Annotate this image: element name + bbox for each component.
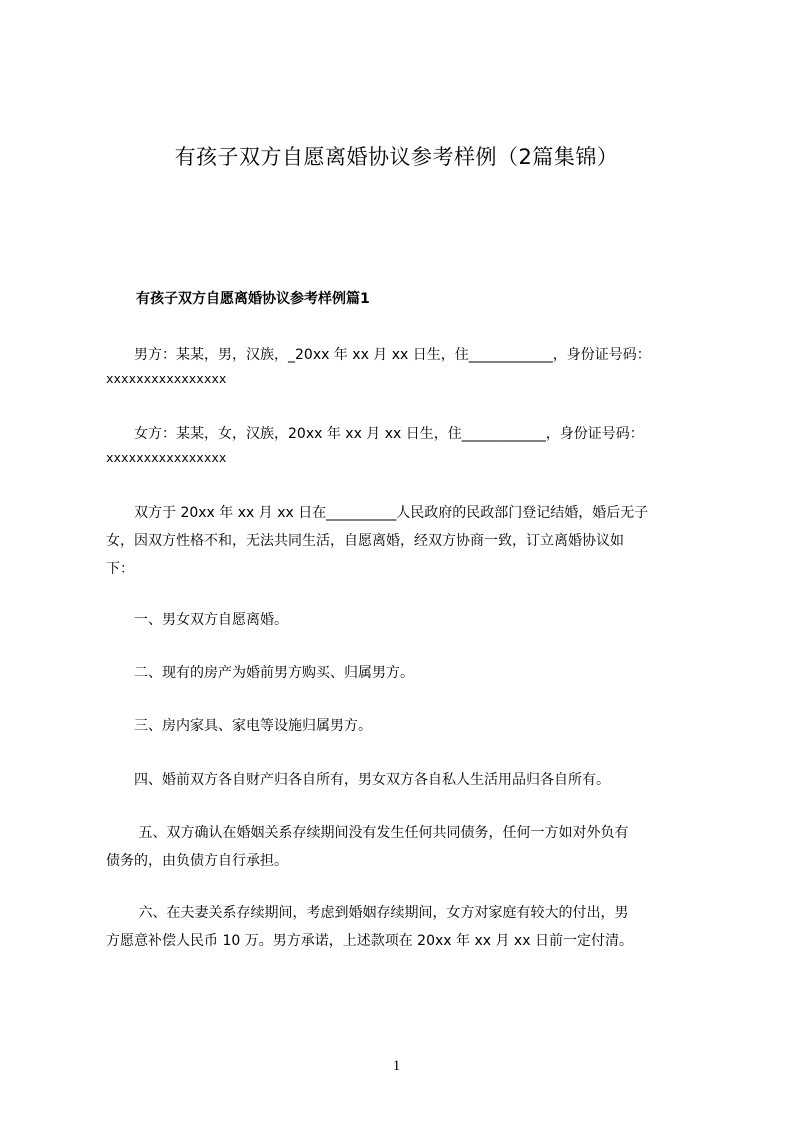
paragraph-line: 男方：某某，男，汉族，_20xx 年 xx 月 xx 日生，住____________，身份证号码： [106, 347, 651, 363]
paragraph-line: 双方于 20xx 年 xx 月 xx 日在__________人民政府的民政部门登记结婚，婚后无子 [106, 505, 649, 521]
document-title: 有孩子双方自愿离婚协议参考样例（2篇集锦） [174, 145, 619, 169]
paragraph-line: 五、双方确认在婚姻关系存续期间没有发生任何共同债务，任何一方如对外负有 [106, 825, 629, 841]
paragraph-line: 一、男女双方自愿离婚。 [106, 612, 288, 628]
paragraph-line: 女，因双方性格不和，无法共同生活，自愿离婚，经双方协商一致，订立离婚协议如 [106, 533, 624, 549]
paragraph-line: 方愿意补偿人民币 10 万。男方承诺，上述款项在 20xx 年 xx 月 xx 日前一定付清。 [106, 933, 633, 949]
paragraph-marriage-registration [106, 499, 690, 583]
section-heading: 有孩子双方自愿离婚协议参考样例篇1 [136, 291, 370, 307]
id-number-placeholder: xxxxxxxxxxxxxxxx [106, 450, 227, 465]
page-number: 1 [392, 1058, 401, 1074]
paragraph-line: 女方：某某，女，汉族，20xx 年 xx 月 xx 日生，住____________，身份证号码： [106, 426, 644, 442]
paragraph-male-party [106, 341, 690, 393]
id-number-placeholder: xxxxxxxxxxxxxxxx [106, 371, 227, 386]
paragraph-line: 四、婚前双方各自财产归各自所有，男女双方各自私人生活用品归各自所有。 [106, 772, 610, 788]
paragraph-line: 六、在夫妻关系存续期间，考虑到婚姻存续期间，女方对家庭有较大的付出，男 [106, 905, 629, 921]
paragraph-line: 三、房内家具、家电等设施归属男方。 [106, 718, 372, 734]
clause-5 [106, 819, 690, 875]
clause-3 [106, 712, 690, 740]
clause-4 [106, 766, 690, 794]
clause-2 [106, 659, 690, 687]
paragraph-line: 下： [106, 561, 134, 577]
paragraph-line: 债务的，由负债方自行承担。 [106, 853, 288, 869]
clause-6 [106, 899, 690, 955]
paragraph-line: 二、现有的房产为婚前男方购买、归属男方。 [106, 665, 414, 681]
paragraph-female-party [106, 420, 690, 472]
clause-1 [106, 606, 690, 634]
